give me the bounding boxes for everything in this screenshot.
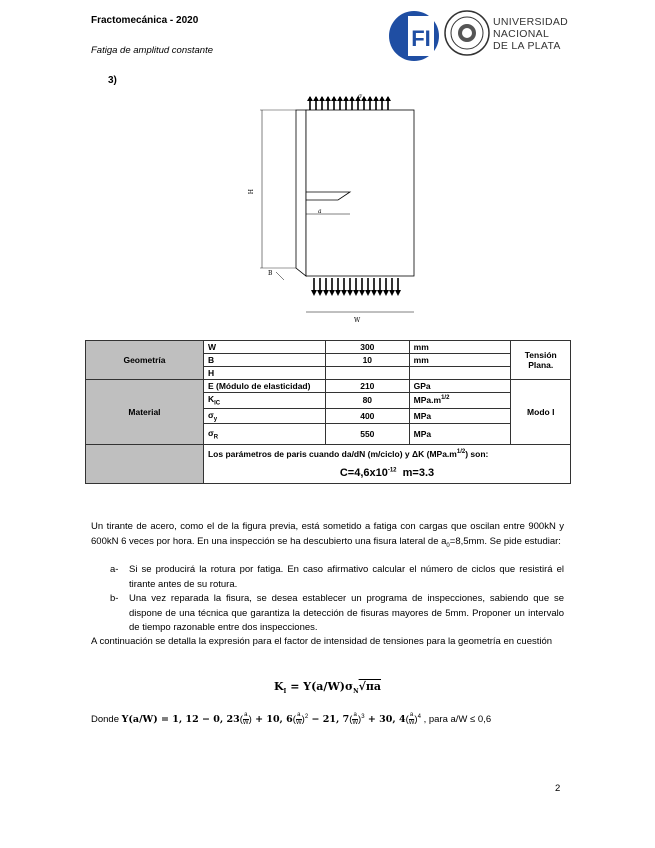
university-name: [493, 16, 568, 52]
page-number: 2: [555, 783, 561, 794]
row-E-value: 210: [325, 380, 409, 393]
modo-label: Modo I: [511, 380, 571, 445]
university-line-1: UNIVERSIDAD: [493, 16, 569, 28]
material-header: Material: [86, 380, 204, 445]
row-B-value: 10: [325, 354, 409, 367]
W-label: W: [354, 317, 361, 324]
row-sy-name: $\sigma_y$: [203, 408, 325, 424]
row-sR-name: $\sigma_R$: [203, 424, 325, 445]
item-a-text: Si se producirá la rotura por fatiga. En caso afirmativo calcular el número de ciclos que resistirá el tirante antes de su rotura.: [129, 564, 564, 590]
row-sR-value: 550: [325, 424, 409, 445]
plate-figure: [238, 92, 418, 327]
bottom-load-arrows: [314, 278, 398, 292]
item-a: [112, 563, 564, 592]
item-b-text: Una vez reparada la fisura, se desea establecer un programa de inspecciones, sabiendo que se dispone de una técnica que garantiza la detección de fisuras mayores de 5mm. Proponer un intervalo de tiempo razonable entre dos inspecciones.: [129, 593, 564, 633]
row-B-unit: mm: [409, 354, 511, 367]
row-B-name: B: [203, 354, 325, 367]
paris-values: $C=4,6x10^{-12}$ m=3.3: [339, 467, 435, 480]
row-E-unit: GPa: [409, 380, 511, 393]
data-table: [85, 340, 571, 484]
row-H-value: [325, 367, 409, 380]
paris-cell: [203, 445, 570, 484]
course-title: Fractomecánica - 2020: [91, 15, 199, 26]
university-line-3: DE LA PLATA: [493, 40, 561, 52]
row-W-value: 300: [325, 341, 409, 354]
university-seal-icon: [444, 10, 490, 56]
row-W-name: W: [203, 341, 325, 354]
row-KIC-name: $K_{IC}$: [203, 393, 325, 409]
a-label: a: [318, 208, 322, 215]
tension-plana-label: Tensión Plana.: [511, 341, 571, 380]
geometria-header: Geometría: [86, 341, 204, 380]
paris-empty-cell: [86, 445, 204, 484]
university-line-2: NACIONAL: [493, 28, 550, 40]
fi-logo-icon: [388, 10, 440, 62]
item-a-label: a-: [110, 564, 119, 575]
row-KIC-value: 80: [325, 393, 409, 409]
row-KIC-unit: $MPa.m^{1/2}$: [409, 393, 511, 409]
intro-paragraph: Un tirante de acero, como el de la figura previa, está sometido a fatiga con cargas que oscilan entre 900kN y 600kN 6 veces por hora. En una inspección se ha descubierto una fisura lateral de $a_0=8,5mm$. Se pide estudiar:: [91, 521, 564, 549]
paris-intro: Los parámetros de paris cuando da/dN (m/ciclo) y ΔK $(MPa.m^{1/2})$ son:: [207, 449, 489, 460]
row-W-unit: mm: [409, 341, 511, 354]
formula-KI: $K_I = Y(a/W)\sigma_N√\pi a$: [273, 680, 382, 696]
B-label: B: [268, 270, 273, 277]
H-label: H: [246, 189, 253, 195]
item-b: [112, 592, 564, 636]
row-E-name: E (Módulo de elasticidad): [203, 380, 325, 393]
question-number: 3): [108, 75, 117, 86]
row-sR-unit: MPa: [409, 424, 511, 445]
row-H-unit: [409, 367, 511, 380]
row-sy-value: 400: [325, 408, 409, 424]
item-b-label: b-: [110, 593, 119, 604]
fi-logo-text: FI: [411, 26, 431, 51]
row-H-name: H: [203, 367, 325, 380]
topic-subtitle: Fatiga de amplitud constante: [91, 45, 213, 56]
continuation-paragraph: A continuación se detalla la expresión para el factor de intensidad de tensiones para la geometría en cuestión: [91, 636, 553, 647]
row-sy-unit: MPa: [409, 408, 511, 424]
formula-Y: Donde Y(a/W) = 1, 12 − 0, 23( $\frac{a}{W}) + 10$, 6( $\frac{a}{W})^2 - 21$, 7( $\frac{a}{W})^3 + 30$, 4( $\frac{a}{W})^4$ , para a/W ≤ 0,6: [91, 712, 492, 726]
sigma-label: σ: [358, 93, 363, 100]
